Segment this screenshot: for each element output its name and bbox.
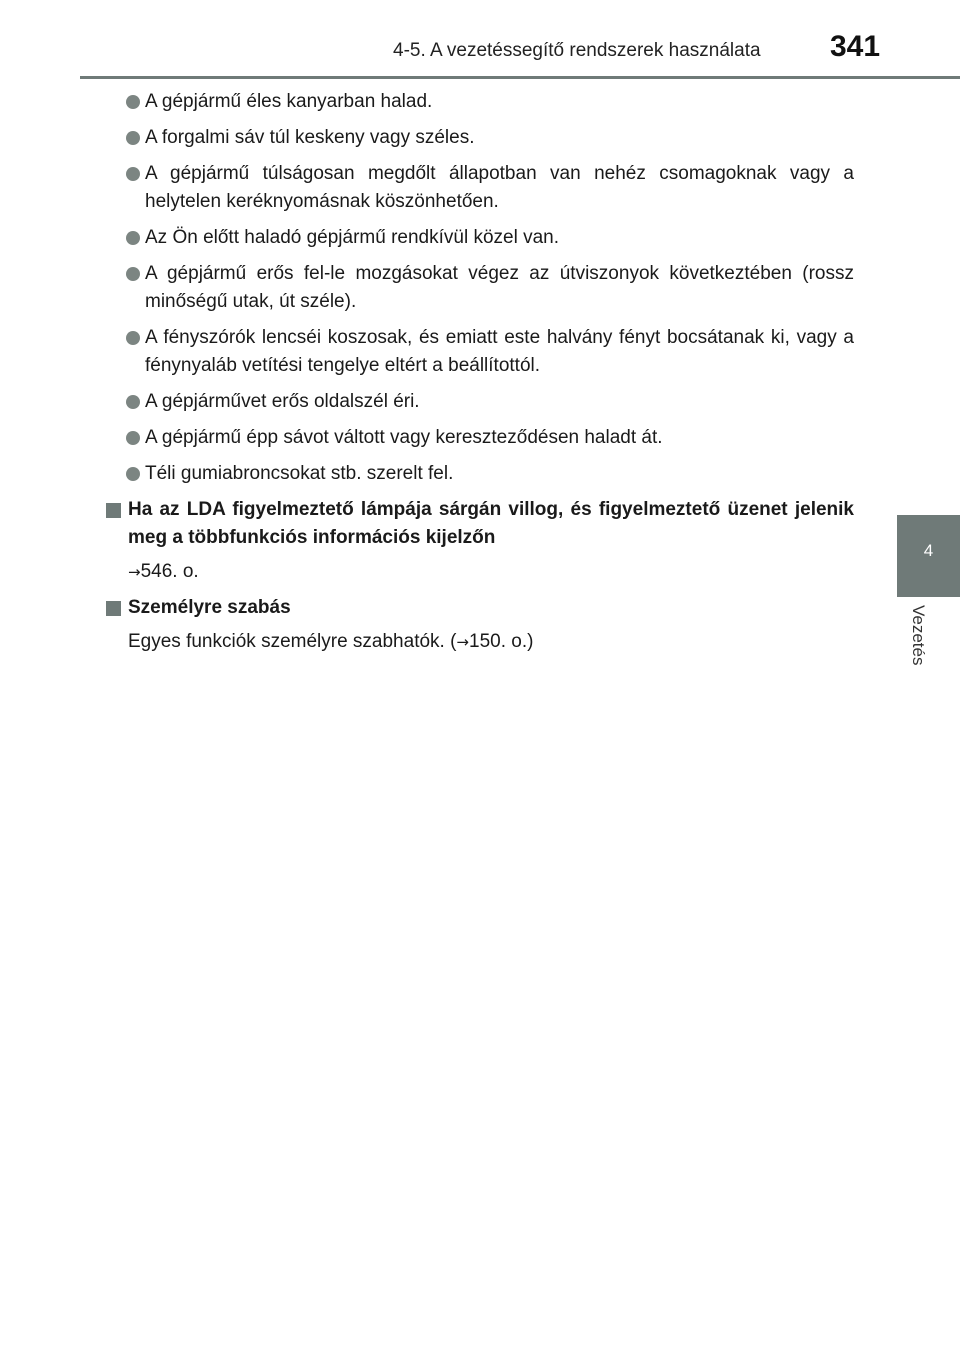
list-item-text: A gépjárművet erős oldalszél éri. <box>145 391 420 412</box>
list-item <box>106 88 854 116</box>
list-item-text: A gépjármű túlságosan megdőlt állapotban van nehéz csomagoknak vagy a helytelen keréknyomásnak köszönhetően. <box>145 163 854 212</box>
section-body <box>128 558 854 586</box>
bullet-icon <box>126 267 140 281</box>
list-item <box>106 388 854 416</box>
list-item <box>106 160 854 216</box>
arrow-right-icon: → <box>128 563 141 581</box>
chapter-label: Vezetés <box>909 605 928 666</box>
arrow-right-icon: → <box>456 633 469 651</box>
list-item-text: A gépjármű erős fel-le mozgásokat végez az útviszonyok következtében (rossz minőségű utak, út széle). <box>145 263 854 312</box>
list-item-text: Az Ön előtt haladó gépjármű rendkívül közel van. <box>145 227 560 248</box>
chapter-label-container <box>898 605 928 685</box>
header-divider <box>80 76 960 79</box>
list-item-text: A gépjármű éles kanyarban halad. <box>145 91 433 112</box>
chapter-tab <box>897 515 960 597</box>
bullet-icon <box>126 95 140 109</box>
page-number: 341 <box>830 30 881 63</box>
chapter-number: 4 <box>923 541 934 560</box>
bullet-icon <box>126 131 140 145</box>
list-item <box>106 260 854 316</box>
section-body-text: Egyes funkciók személyre szabhatók. ( <box>128 631 457 652</box>
page-reference: 546. o. <box>140 561 199 582</box>
section-title: Ha az LDA figyelmeztető lámpája sárgán villog, és figyelmeztető üzenet jelenik meg a többfunkciós információs kijelzőn <box>128 499 854 548</box>
list-item-text: A gépjármű épp sávot váltott vagy kereszteződésen haladt át. <box>145 427 663 448</box>
list-item <box>106 424 854 452</box>
section-customization <box>106 594 854 656</box>
section-title: Személyre szabás <box>128 597 291 618</box>
main-content <box>106 88 854 664</box>
bullet-icon <box>126 231 140 245</box>
bullet-icon <box>126 395 140 409</box>
bullet-icon <box>126 331 140 345</box>
page-reference: 150. o.) <box>469 631 534 652</box>
section-square-icon <box>106 601 121 616</box>
list-item <box>106 224 854 252</box>
list-item-text: Téli gumiabroncsokat stb. szerelt fel. <box>145 463 454 484</box>
section-body <box>128 628 854 656</box>
list-item <box>106 324 854 380</box>
list-item-text: A fényszórók lencséi koszosak, és emiatt este halvány fényt bocsátanak ki, vagy a fénynyaláb vetítési tengelye eltért a beállítottól. <box>145 327 854 376</box>
list-item-text: A forgalmi sáv túl keskeny vagy széles. <box>145 127 475 148</box>
section-square-icon <box>106 503 121 518</box>
list-item <box>106 460 854 488</box>
bullet-icon <box>126 167 140 181</box>
header-title: 4-5. A vezetéssegítő rendszerek használata <box>393 40 761 61</box>
list-item <box>106 124 854 152</box>
bullet-icon <box>126 467 140 481</box>
bullet-icon <box>126 431 140 445</box>
section-lda-warning <box>106 496 854 586</box>
